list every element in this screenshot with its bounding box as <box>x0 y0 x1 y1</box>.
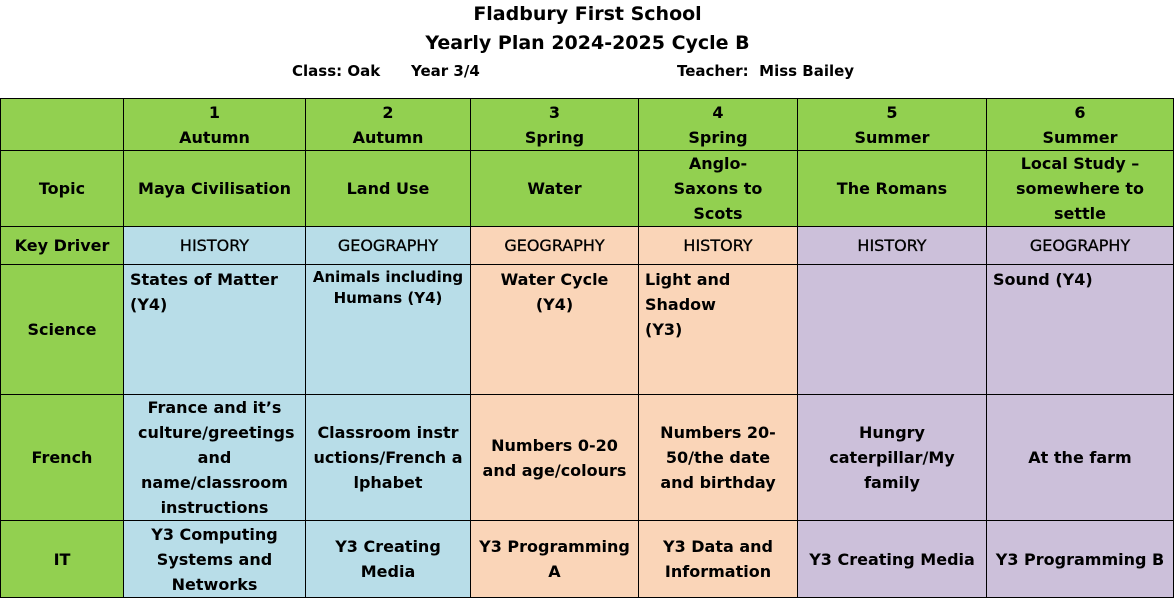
term-header: 1 Autumn <box>124 99 306 151</box>
key-driver-cell: GEOGRAPHY <box>306 227 471 265</box>
key-driver-cell: GEOGRAPHY <box>987 227 1174 265</box>
french-cell: Numbers 20-50/the date and birthday <box>639 395 798 521</box>
topic-cell: Maya Civilisation <box>124 151 306 227</box>
it-cell: Y3 Programming B <box>987 521 1174 598</box>
year-info: Year 3/4 <box>411 62 480 80</box>
science-cell: States of Matter (Y4) <box>124 265 306 395</box>
key-driver-cell: HISTORY <box>798 227 987 265</box>
row-label: Science <box>1 265 124 395</box>
french-cell: Classroom instructions/French alphabet <box>306 395 471 521</box>
it-row <box>1 521 1174 598</box>
french-cell: At the farm <box>987 395 1174 521</box>
it-cell: Y3 Programming A <box>471 521 639 598</box>
key-driver-cell: HISTORY <box>639 227 798 265</box>
term-header: 4 Spring <box>639 99 798 151</box>
row-label: Key Driver <box>1 227 124 265</box>
class-info <box>292 62 380 80</box>
plan-title: Yearly Plan 2024-2025 Cycle B <box>425 32 750 54</box>
science-cell <box>798 265 987 395</box>
key-driver-cell: HISTORY <box>124 227 306 265</box>
row-label: IT <box>1 521 124 598</box>
topic-cell: The Romans <box>798 151 987 227</box>
term-header-row <box>1 99 1174 151</box>
term-header: 2 Autumn <box>306 99 471 151</box>
row-label: Topic <box>1 151 124 227</box>
class-value: Oak <box>347 62 381 80</box>
it-cell: Y3 Computing Systems and Networks <box>124 521 306 598</box>
french-cell: France and it’s culture/greetings and name/classroom instructions <box>124 395 306 521</box>
it-cell: Y3 Data and Information <box>639 521 798 598</box>
key-driver-row <box>1 227 1174 265</box>
key-driver-cell: GEOGRAPHY <box>471 227 639 265</box>
topic-cell: Land Use <box>306 151 471 227</box>
it-cell: Y3 Creating Media <box>798 521 987 598</box>
yearly-plan-table <box>0 98 1174 598</box>
teacher-info <box>677 62 854 80</box>
topic-cell: Water <box>471 151 639 227</box>
science-cell: Water Cycle (Y4) <box>471 265 639 395</box>
science-cell: Animals including Humans (Y4) <box>306 265 471 395</box>
science-cell: Light and Shadow (Y3) <box>639 265 798 395</box>
french-row <box>1 395 1174 521</box>
it-cell: Y3 Creating Media <box>306 521 471 598</box>
science-row <box>1 265 1174 395</box>
row-label: French <box>1 395 124 521</box>
school-name: Fladbury First School <box>473 3 702 25</box>
topic-cell: Local Study – somewhere to settle <box>987 151 1174 227</box>
teacher-value: Miss Bailey <box>759 62 855 80</box>
term-header: 3 Spring <box>471 99 639 151</box>
term-header: 6 Summer <box>987 99 1174 151</box>
teacher-label: Teacher: <box>677 62 749 80</box>
topic-row <box>1 151 1174 227</box>
french-cell: Hungry caterpillar/My family <box>798 395 987 521</box>
topic-cell: Anglo-Saxons to Scots <box>639 151 798 227</box>
corner-cell <box>1 99 124 151</box>
class-label: Class: <box>292 62 343 80</box>
french-cell: Numbers 0-20 and age/colours <box>471 395 639 521</box>
science-cell: Sound (Y4) <box>987 265 1174 395</box>
term-header: 5 Summer <box>798 99 987 151</box>
